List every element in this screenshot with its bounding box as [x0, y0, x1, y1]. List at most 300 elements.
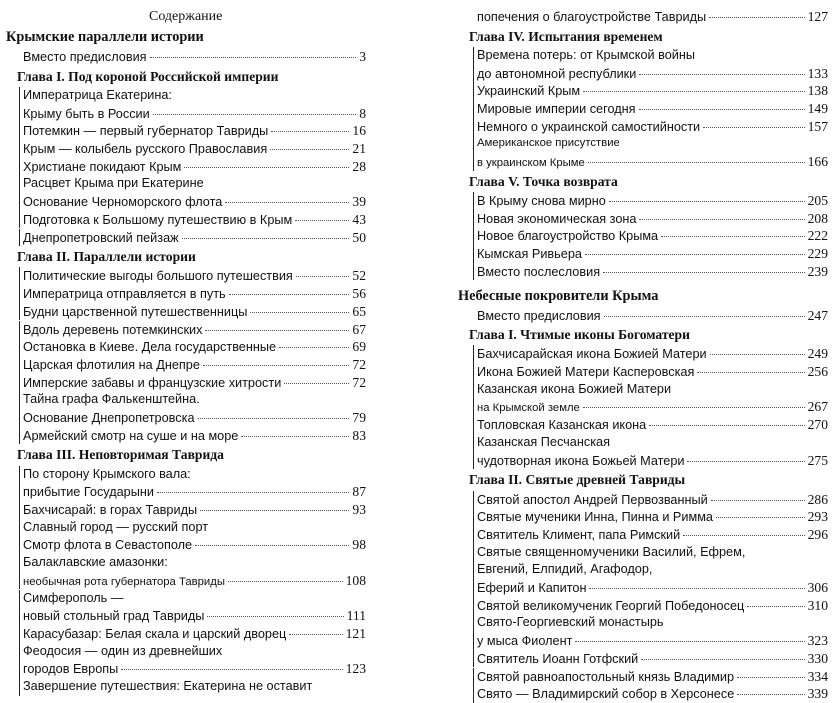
- entry-title-line: необычная рота губернатора Тавриды: [23, 575, 225, 588]
- entry-bracket-rule: [19, 87, 20, 122]
- entry-last-line: [477, 363, 828, 380]
- toc-entry[interactable]: [477, 544, 828, 597]
- toc-entry[interactable]: [23, 678, 366, 696]
- entry-title-line: на Крымской земле: [477, 402, 580, 415]
- entry-title-line: Основание Днепропетровска: [23, 410, 195, 425]
- entry-bracket-rule: [19, 501, 20, 519]
- dot-leader: [604, 316, 805, 317]
- entry-title-line: Казанская икона Божией Матери: [477, 381, 672, 396]
- toc-entry[interactable]: [477, 416, 828, 434]
- dot-leader: [639, 219, 804, 220]
- dot-leader: [289, 634, 342, 635]
- entry-last-line: [23, 303, 366, 320]
- entry-last-line: [23, 105, 366, 122]
- dot-leader: [284, 383, 349, 384]
- dot-leader: [710, 354, 805, 355]
- dot-leader: [583, 407, 805, 408]
- entry-bracket-rule: [19, 122, 20, 140]
- entry-bracket-rule: [473, 685, 474, 703]
- dot-leader: [649, 425, 804, 426]
- page-number: 323: [807, 633, 828, 649]
- entry-title-line: Днепропетровский пейзаж: [23, 230, 179, 245]
- entry-title-line: новый стольный град Тавриды: [23, 609, 205, 624]
- entry-last-line: [23, 501, 366, 518]
- entry-bracket-rule: [19, 303, 20, 321]
- page-number: 111: [346, 608, 366, 624]
- entry-last-line: [477, 263, 828, 280]
- toc-entry[interactable]: [477, 82, 828, 100]
- entry-title-line: Евгений, Елпидий, Агафодор,: [477, 562, 653, 577]
- entry-bracket-rule: [19, 519, 20, 554]
- toc-entry[interactable]: [23, 356, 366, 374]
- entry-title-line: Завершение путешествия: Екатерина не оставит: [23, 679, 313, 693]
- entry-bracket-rule: [473, 227, 474, 245]
- toc-entry[interactable]: [477, 363, 828, 381]
- toc-entry[interactable]: [477, 491, 828, 509]
- dot-leader: [687, 461, 804, 462]
- entry-last-line: [23, 338, 366, 355]
- page-number: 157: [807, 118, 828, 134]
- page-number: 72: [352, 356, 366, 372]
- entry-title-line: Времена потерь: от Крымской войны: [477, 47, 696, 62]
- entry-title-line: Мировые империи сегодня: [477, 102, 636, 116]
- entry-title-line: В Крыму снова мирно: [477, 194, 606, 208]
- page-number: 67: [352, 321, 366, 337]
- entry-bracket-rule: [473, 192, 474, 210]
- entry-title-line: попечения о благоустройстве Тавриды: [477, 10, 707, 24]
- dot-leader: [588, 162, 805, 163]
- entry-title-line: Симферополь —: [23, 590, 124, 605]
- dot-leader: [589, 588, 804, 589]
- page-number: 121: [345, 625, 366, 641]
- entry-last-line: [23, 285, 366, 302]
- toc-entry[interactable]: [23, 48, 366, 66]
- entry-last-line: [477, 491, 828, 508]
- entry-bracket-rule: [473, 210, 474, 228]
- page-number: 3: [359, 49, 366, 64]
- entry-bracket-rule: [473, 416, 474, 434]
- chapter-heading: Глава I. Чтимые иконы Богоматери: [469, 327, 690, 343]
- entry-title-line: Вместо предисловия: [477, 308, 601, 323]
- page-number: 205: [807, 193, 828, 208]
- entry-bracket-rule: [473, 526, 474, 544]
- entry-bracket-rule: [473, 650, 474, 668]
- toc-entry[interactable]: [23, 211, 366, 229]
- entry-last-line: [23, 122, 366, 139]
- toc-entry[interactable]: [477, 192, 828, 210]
- toc-entry[interactable]: [477, 650, 828, 668]
- toc-entry[interactable]: [477, 597, 828, 615]
- entry-last-line: [23, 48, 366, 65]
- entry-bracket-rule: [473, 135, 474, 170]
- entry-last-line: [23, 607, 366, 624]
- entry-title-line: Потемкин — первый губернатор Тавриды: [23, 124, 269, 139]
- entry-bracket-rule: [473, 491, 474, 509]
- toc-entry[interactable]: [477, 434, 828, 469]
- entry-title-line: Бахчисарайская икона Божией Матери: [477, 347, 707, 362]
- toc-entry[interactable]: [477, 47, 828, 82]
- toc-entry[interactable]: [23, 140, 366, 158]
- entry-bracket-rule: [19, 229, 20, 247]
- dot-leader: [609, 201, 805, 202]
- dot-leader: [241, 436, 349, 437]
- entry-last-line: [23, 140, 366, 157]
- dot-leader: [641, 659, 804, 660]
- dot-leader: [575, 641, 804, 642]
- entry-title-line: Имперские забавы и французские хитрости: [23, 375, 282, 390]
- entry-title-line: Смотр флота в Севастополе: [23, 538, 193, 553]
- page-number: 65: [352, 303, 366, 319]
- entry-title-line: Новая экономическая зона: [477, 211, 637, 226]
- page-number: 149: [807, 101, 828, 116]
- page-number: 133: [807, 65, 828, 81]
- toc-entry[interactable]: [23, 87, 366, 122]
- toc-entry[interactable]: [23, 374, 366, 392]
- toc-entry[interactable]: [23, 554, 366, 589]
- entry-bracket-rule: [19, 391, 20, 426]
- entry-last-line: [23, 660, 366, 677]
- dot-leader: [153, 114, 356, 115]
- dot-leader: [200, 510, 349, 511]
- page-number: 334: [807, 668, 828, 684]
- page-number: 56: [352, 286, 366, 302]
- entry-title-line: Украинский Крым: [477, 84, 581, 99]
- page-number: 208: [807, 210, 828, 226]
- dot-leader: [747, 606, 804, 607]
- dot-leader: [157, 492, 349, 493]
- dot-leader: [709, 17, 804, 18]
- dot-leader: [296, 276, 350, 277]
- entry-title-line: Христиане покидают Крым: [23, 159, 182, 174]
- entry-last-line: [23, 483, 366, 500]
- entry-last-line: [23, 229, 366, 246]
- toc-entry[interactable]: [23, 285, 366, 303]
- dot-leader: [639, 74, 804, 75]
- entry-title-line: городов Европы: [23, 662, 119, 677]
- dot-leader: [279, 347, 349, 348]
- entry-title-line: Будни царственной путешественницы: [23, 304, 248, 319]
- entry-bracket-rule: [19, 321, 20, 339]
- entry-title-line: Святые мученики Инна, Пинна и Римма: [477, 510, 713, 525]
- section-title: Небесные покровители Крыма: [458, 287, 659, 304]
- page-number: 229: [807, 246, 828, 262]
- toc-entry[interactable]: [477, 668, 828, 686]
- entry-bracket-rule: [19, 374, 20, 392]
- page-number: 270: [807, 417, 828, 433]
- toc-entry[interactable]: [477, 685, 828, 703]
- entry-last-line: [23, 678, 366, 695]
- entry-last-line: [23, 211, 366, 228]
- entry-bracket-rule: [19, 338, 20, 356]
- entry-last-line: [477, 668, 828, 685]
- toc-entry[interactable]: [23, 643, 366, 678]
- entry-bracket-rule: [19, 285, 20, 303]
- entry-last-line: [23, 193, 366, 210]
- entry-last-line: [477, 118, 828, 135]
- dot-leader: [225, 202, 349, 203]
- entry-last-line: [477, 153, 828, 170]
- entry-title-line: Политические выгоды большого путешествия: [23, 269, 293, 284]
- toc-entry[interactable]: [23, 303, 366, 321]
- entry-last-line: [23, 427, 366, 444]
- entry-bracket-rule: [19, 356, 20, 374]
- dot-leader: [683, 535, 804, 536]
- entry-last-line: [477, 82, 828, 99]
- dot-leader: [585, 254, 805, 255]
- toc-entry[interactable]: [23, 338, 366, 356]
- page-number: 52: [352, 268, 366, 284]
- dot-leader: [295, 220, 349, 221]
- dot-leader: [228, 581, 343, 582]
- dot-leader: [697, 372, 804, 373]
- page-number: 8: [359, 105, 366, 121]
- page-number: 39: [352, 194, 366, 210]
- page-number: 293: [807, 509, 828, 525]
- entry-last-line: [477, 650, 828, 667]
- chapter-heading: Глава II. Святые древней Тавриды: [469, 472, 686, 488]
- page-number: 339: [807, 686, 828, 702]
- dot-leader: [603, 272, 805, 273]
- entry-last-line: [23, 321, 366, 338]
- entry-title-line: Крыму быть в России: [23, 106, 150, 121]
- entry-last-line: [477, 210, 828, 227]
- entry-title-line: Бахчисарай: в горах Тавриды: [23, 503, 198, 517]
- entry-bracket-rule: [19, 175, 20, 210]
- entry-title-line: Американское присутствие: [477, 137, 620, 150]
- page-number: 330: [807, 650, 828, 666]
- entry-bracket-rule: [473, 597, 474, 615]
- entry-bracket-rule: [19, 466, 20, 501]
- page-number: 138: [807, 83, 828, 99]
- page-number: 83: [352, 427, 366, 443]
- entry-title-line: Тайна графа Фалькенштейна.: [23, 392, 200, 407]
- toc-entry[interactable]: [23, 625, 366, 643]
- entry-title-line: Топловская Казанская икона: [477, 418, 647, 433]
- entry-last-line: [23, 356, 366, 373]
- entry-title-line: Святитель Иоанн Готфский: [477, 651, 639, 666]
- entry-last-line: [477, 452, 828, 469]
- entry-last-line: [23, 572, 366, 589]
- entry-last-line: [23, 536, 366, 553]
- entry-title-line: Крым — колыбель русского Православия: [23, 142, 268, 156]
- toc-entry[interactable]: [477, 245, 828, 263]
- page-number: 222: [807, 228, 828, 244]
- dot-leader: [195, 545, 349, 546]
- entry-last-line: [477, 345, 828, 362]
- toc-entry[interactable]: [477, 345, 828, 363]
- entry-title-line: Балаклавские амазонки:: [23, 555, 168, 570]
- toc-entry[interactable]: [23, 158, 366, 176]
- toc-entry[interactable]: [477, 307, 828, 325]
- dot-leader: [203, 365, 350, 366]
- toc-entry[interactable]: [477, 263, 828, 281]
- entry-title-line: Немного о украинской самостийности: [477, 119, 701, 134]
- entry-title-line: Свято — Владимирский собор в Херсонесе: [477, 687, 735, 702]
- entry-last-line: [23, 267, 366, 284]
- page-number: 108: [345, 572, 366, 588]
- page-number: 296: [807, 526, 828, 542]
- page-number: 306: [807, 579, 828, 595]
- entry-last-line: [477, 398, 828, 415]
- entry-last-line: [23, 374, 366, 391]
- entry-title-line: чудотворная икона Божьей Матери: [477, 453, 685, 468]
- entry-last-line: [477, 526, 828, 543]
- entry-bracket-rule: [19, 590, 20, 625]
- dot-leader: [703, 127, 804, 128]
- entry-bracket-rule: [19, 211, 20, 229]
- toc-entry[interactable]: [477, 227, 828, 245]
- entry-bracket-rule: [473, 508, 474, 526]
- entry-title-line: Вместо предисловия: [23, 50, 147, 64]
- entry-title-line: Вдоль деревень потемкинских: [23, 322, 203, 337]
- section-title: Крымские параллели истории: [6, 29, 204, 45]
- chapter-heading: Глава IV. Испытания временем: [469, 28, 663, 44]
- dot-leader: [271, 131, 349, 132]
- entry-last-line: [477, 508, 828, 525]
- entry-last-line: [477, 579, 828, 596]
- toc-entry[interactable]: [23, 427, 366, 445]
- entry-bracket-rule: [19, 140, 20, 158]
- entry-title-line: Кымская Ривьера: [477, 247, 582, 262]
- entry-title-line: у мыса Фиолент: [477, 634, 573, 649]
- entry-bracket-rule: [473, 363, 474, 381]
- page-number: 87: [352, 484, 366, 500]
- toc-entry[interactable]: [477, 118, 828, 136]
- entry-bracket-rule: [473, 345, 474, 363]
- toc-entry[interactable]: [477, 210, 828, 228]
- toc-entry[interactable]: [23, 391, 366, 426]
- toc-entry[interactable]: [477, 100, 828, 118]
- entry-last-line: [477, 8, 828, 25]
- entry-title-line: Феодосия — один из древнейших: [23, 643, 223, 658]
- entry-title-line: Царская флотилия на Днепре: [23, 357, 200, 372]
- dot-leader: [182, 238, 350, 239]
- entry-bracket-rule: [19, 643, 20, 678]
- toc-title: Содержание: [149, 9, 223, 24]
- entry-last-line: [477, 416, 828, 433]
- toc-entry[interactable]: [477, 8, 828, 26]
- page-number: 310: [807, 597, 828, 613]
- entry-title-line: Святитель Климент, папа Римский: [477, 527, 681, 542]
- page-number: 166: [807, 154, 828, 170]
- entry-title-line: Святой равноапостольный князь Владимир: [477, 669, 735, 684]
- entry-title-line: Икона Божией Матери Касперовская: [477, 365, 695, 380]
- entry-last-line: [477, 597, 828, 614]
- page-number: 79: [352, 409, 366, 425]
- entry-bracket-rule: [473, 544, 474, 597]
- entry-bracket-rule: [473, 668, 474, 686]
- entry-bracket-rule: [19, 158, 20, 176]
- entry-title-line: прибытие Государыни: [23, 485, 154, 500]
- entry-title-line: Подготовка к Большому путешествию в Крым: [23, 212, 293, 227]
- dot-leader: [661, 236, 805, 237]
- toc-entry[interactable]: [477, 381, 828, 416]
- entry-title-line: Святые священномученики Василий, Ефрем,: [477, 544, 746, 559]
- entry-title-line: Казанская Песчанская: [477, 434, 610, 449]
- entry-last-line: [477, 100, 828, 117]
- entry-last-line: [477, 245, 828, 262]
- dot-leader: [716, 517, 805, 518]
- entry-bracket-rule: [473, 434, 474, 469]
- dot-leader: [639, 109, 805, 110]
- page-number: 286: [807, 491, 828, 507]
- entry-title-line: Карасубазар: Белая скала и царский дворец: [23, 626, 287, 641]
- entry-bracket-rule: [19, 427, 20, 445]
- entry-title-line: Расцвет Крыма при Екатерине: [23, 176, 204, 191]
- entry-bracket-rule: [19, 267, 20, 285]
- entry-last-line: [477, 65, 828, 82]
- page-number: 127: [807, 9, 828, 24]
- page-number: 249: [807, 346, 828, 362]
- entry-last-line: [477, 685, 828, 702]
- chapter-heading: Глава II. Параллели истории: [17, 249, 196, 265]
- entry-title-line: Императрица отправляется в путь: [23, 287, 226, 302]
- page-number: 98: [352, 537, 366, 553]
- page-number: 275: [807, 452, 828, 468]
- dot-leader: [198, 418, 350, 419]
- toc-entry[interactable]: [23, 519, 366, 554]
- entry-title-line: Святой апостол Андрей Первозванный: [477, 492, 708, 507]
- toc-entry[interactable]: [23, 229, 366, 247]
- entry-title-line: Армейский смотр на суше и на море: [23, 428, 239, 443]
- chapter-heading: Глава V. Точка возврата: [469, 173, 618, 189]
- toc-entry[interactable]: [23, 590, 366, 625]
- toc-entry[interactable]: [23, 267, 366, 285]
- page-number: 43: [352, 211, 366, 227]
- toc-entry[interactable]: [23, 501, 366, 519]
- dot-leader: [583, 91, 804, 92]
- entry-title-line: Славный город — русский порт: [23, 519, 209, 534]
- page-number: 256: [807, 364, 828, 380]
- entry-title-line: Остановка в Киеве. Дела государственные: [23, 340, 277, 355]
- page-number: 69: [352, 339, 366, 355]
- dot-leader: [229, 294, 350, 295]
- dot-leader: [737, 677, 805, 678]
- toc-entry[interactable]: [23, 466, 366, 501]
- entry-title-line: Вместо послесловия: [477, 264, 601, 279]
- dot-leader: [737, 694, 804, 695]
- dot-leader: [184, 167, 349, 168]
- dot-leader: [121, 669, 342, 670]
- page-number: 239: [807, 263, 828, 279]
- toc-entry[interactable]: [477, 614, 828, 649]
- entry-bracket-rule: [473, 82, 474, 100]
- toc-entry[interactable]: [23, 175, 366, 210]
- toc-entry[interactable]: [23, 321, 366, 339]
- entry-last-line: [477, 192, 828, 209]
- toc-entry[interactable]: [477, 508, 828, 526]
- page-number: 21: [352, 141, 366, 156]
- entry-title-line: до автономной республики: [477, 66, 637, 81]
- chapter-heading: Глава III. Неповторимая Таврида: [17, 447, 224, 463]
- entry-bracket-rule: [473, 245, 474, 263]
- entry-bracket-rule: [473, 100, 474, 118]
- page-number: 28: [352, 158, 366, 174]
- entry-last-line: [23, 625, 366, 642]
- dot-leader: [711, 500, 805, 501]
- entry-bracket-rule: [473, 614, 474, 649]
- toc-entry[interactable]: [477, 135, 828, 170]
- entry-title-line: Святой великомученик Георгий Победоносец: [477, 598, 745, 613]
- toc-entry[interactable]: [23, 122, 366, 140]
- dot-leader: [205, 330, 349, 331]
- toc-entry[interactable]: [477, 526, 828, 544]
- entry-bracket-rule: [19, 678, 20, 696]
- entry-bracket-rule: [19, 554, 20, 589]
- page-number: 123: [345, 661, 366, 677]
- page-number: 247: [807, 307, 828, 323]
- dot-leader: [270, 149, 349, 150]
